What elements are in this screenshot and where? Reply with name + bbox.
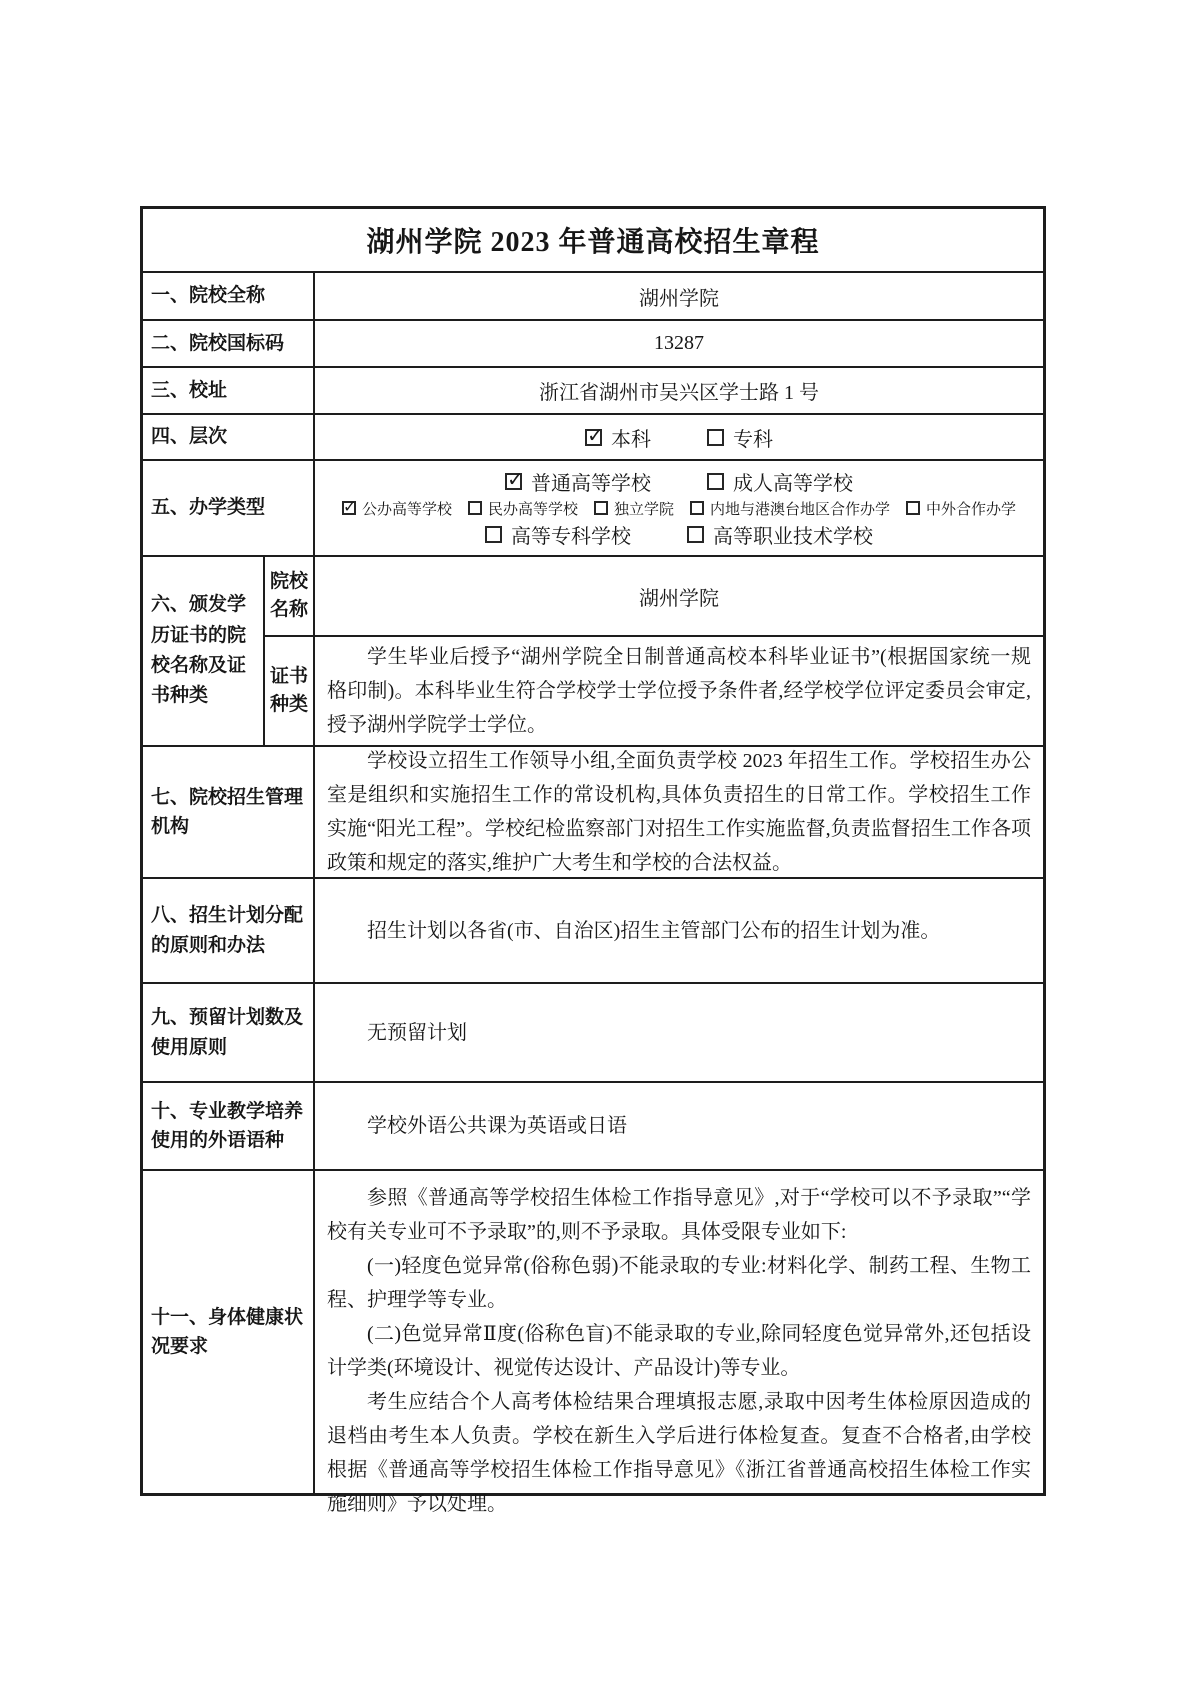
admission-charter-table xyxy=(140,206,1046,1515)
option-label: 普通高等学校 xyxy=(531,472,651,495)
row-label: 十一、身体健康状况要求 xyxy=(143,1171,315,1493)
option-label: 专科 xyxy=(733,428,773,451)
option-label: 独立学院 xyxy=(613,501,674,518)
document-title: 湖州学院 2023 年普通高校招生章程 xyxy=(366,227,820,258)
row-school-name xyxy=(143,271,1043,319)
checkbox-vocational-college-icon[interactable] xyxy=(687,526,704,543)
certificate-type-text: 学生毕业后授予“湖州学院全日制普通高校本科毕业证书”(根据国家统一规格印制)。本科毕业生符合学校学士学位授予条件者,经学校学位评定委员会审定,授予湖州学院学士学位。 xyxy=(327,646,1031,736)
school-type-line-2 xyxy=(321,498,1037,519)
row-value xyxy=(315,1083,1043,1169)
row-health-requirements xyxy=(143,1169,1043,1515)
reserved-plan-text: 无预留计划 xyxy=(367,1021,467,1044)
option-label: 中外合作办学 xyxy=(926,501,1017,518)
subrow-value xyxy=(315,637,1043,745)
row-label: 四、层次 xyxy=(143,415,315,459)
row-label: 七、院校招生管理机构 xyxy=(143,747,315,877)
row-label: 十、专业教学培养使用的外语语种 xyxy=(143,1083,315,1169)
checkbox-public-college-icon[interactable] xyxy=(342,501,356,515)
title-row xyxy=(143,209,1043,271)
checkbox-hmt-cooperation-icon[interactable] xyxy=(690,501,704,515)
row-label: 二、院校国标码 xyxy=(143,321,315,366)
row-value xyxy=(315,879,1043,982)
subrow-label: 证书种类 xyxy=(265,637,315,745)
checkbox-regular-college-icon[interactable] xyxy=(505,473,522,490)
option-junior-college xyxy=(707,423,773,452)
option-private-college xyxy=(468,498,578,519)
health-paragraph: 参照《普通高等学校招生体检工作指导意见》,对于“学校可以不予录取”“学校有关专业可不予录取”的,则不予录取。具体受限专业如下: xyxy=(327,1187,1031,1243)
row-label: 五、办学类型 xyxy=(143,461,315,555)
option-bachelor xyxy=(585,423,651,452)
admission-org-text: 学校设立招生工作领导小组,全面负责学校 2023 年招生工作。学校招生办公室是组织和实施招生工作的常设机构,具体负责招生的日常工作。学校招生工作实施“阳光工程”。学校纪检监察部门对招生工作实施监督,负责监督招生工作各项政策和规定的落实,维护广大考生和学校的合法权益。 xyxy=(327,750,1031,874)
option-hmt-cooperation xyxy=(690,498,890,519)
school-type-line-3 xyxy=(321,520,1037,549)
health-paragraph: 考生应结合个人高考体检结果合理填报志愿,录取中因考生体检原因造成的退档由考生本人负责。学校在新生入学后进行体检复查。复查不合格者,由学校根据《普通高等学校招生体检工作指导意见》《浙江省普通高校招生体检工作实施细则》予以处理。 xyxy=(327,1391,1031,1515)
option-label: 本科 xyxy=(611,428,651,451)
row-value xyxy=(315,747,1043,877)
option-adult-college xyxy=(707,467,853,496)
subrow-value: 湖州学院 xyxy=(639,587,719,610)
row-value xyxy=(315,1171,1043,1515)
row-value xyxy=(315,415,1043,459)
row-plan-allocation xyxy=(143,877,1043,982)
subrow-label: 院校名称 xyxy=(265,557,315,635)
row-address xyxy=(143,366,1043,413)
row-value: 13287 xyxy=(654,332,704,354)
row-value: 湖州学院 xyxy=(639,287,719,310)
certificate-school-name-subrow xyxy=(265,557,1043,637)
row-value xyxy=(315,461,1043,555)
row-value: 浙江省湖州市吴兴区学士路 1 号 xyxy=(539,382,819,404)
certificate-type-subrow xyxy=(265,637,1043,745)
option-label: 民办高等学校 xyxy=(487,501,578,518)
row-school-type xyxy=(143,459,1043,555)
health-paragraph: (二)色觉异常Ⅱ度(俗称色盲)不能录取的专业,除同轻度色觉异常外,还包括设计学类(环境设计、视觉传达设计、产品设计)等专业。 xyxy=(327,1323,1031,1379)
row-certificate xyxy=(143,555,1043,745)
option-label: 公办高等学校 xyxy=(361,501,452,518)
foreign-language-text: 学校外语公共课为英语或日语 xyxy=(367,1115,627,1137)
checkbox-bachelor-icon[interactable] xyxy=(585,429,602,446)
school-type-line-1 xyxy=(321,467,1037,496)
option-public-college xyxy=(342,498,452,519)
row-admission-org xyxy=(143,745,1043,877)
checkbox-independent-college-icon[interactable] xyxy=(594,501,608,515)
plan-allocation-text: 招生计划以各省(市、自治区)招生主管部门公布的招生计划为准。 xyxy=(367,919,941,942)
option-vocational-college xyxy=(687,520,873,549)
checkbox-specialized-college-icon[interactable] xyxy=(485,526,502,543)
row-label: 八、招生计划分配的原则和办法 xyxy=(143,879,315,982)
health-paragraph: (一)轻度色觉异常(俗称色弱)不能录取的专业:材料化学、制药工程、生物工程、护理学等专业。 xyxy=(327,1255,1031,1311)
checkbox-adult-college-icon[interactable] xyxy=(707,473,724,490)
option-independent-college xyxy=(594,498,674,519)
option-label: 高等职业技术学校 xyxy=(713,526,873,549)
row-label: 九、预留计划数及使用原则 xyxy=(143,984,315,1081)
row-school-code xyxy=(143,319,1043,366)
option-regular-college xyxy=(505,467,651,496)
row-reserved-plan xyxy=(143,982,1043,1081)
checkbox-junior-college-icon[interactable] xyxy=(707,429,724,446)
option-label: 内地与港澳台地区合作办学 xyxy=(710,501,891,518)
row-level xyxy=(143,413,1043,459)
certificate-subtable xyxy=(265,557,1043,745)
checkbox-private-college-icon[interactable] xyxy=(468,501,482,515)
option-specialized-college xyxy=(485,520,631,549)
row-label: 一、院校全称 xyxy=(143,273,315,319)
option-label: 高等专科学校 xyxy=(511,526,631,549)
row-foreign-language xyxy=(143,1081,1043,1169)
checkbox-sino-foreign-cooperation-icon[interactable] xyxy=(906,501,920,515)
row-value xyxy=(315,984,1043,1081)
row-label: 三、校址 xyxy=(143,368,315,413)
option-label: 成人高等学校 xyxy=(733,472,853,495)
row-label: 六、颁发学历证书的院校名称及证书种类 xyxy=(143,557,265,745)
option-sino-foreign-cooperation xyxy=(906,498,1016,519)
